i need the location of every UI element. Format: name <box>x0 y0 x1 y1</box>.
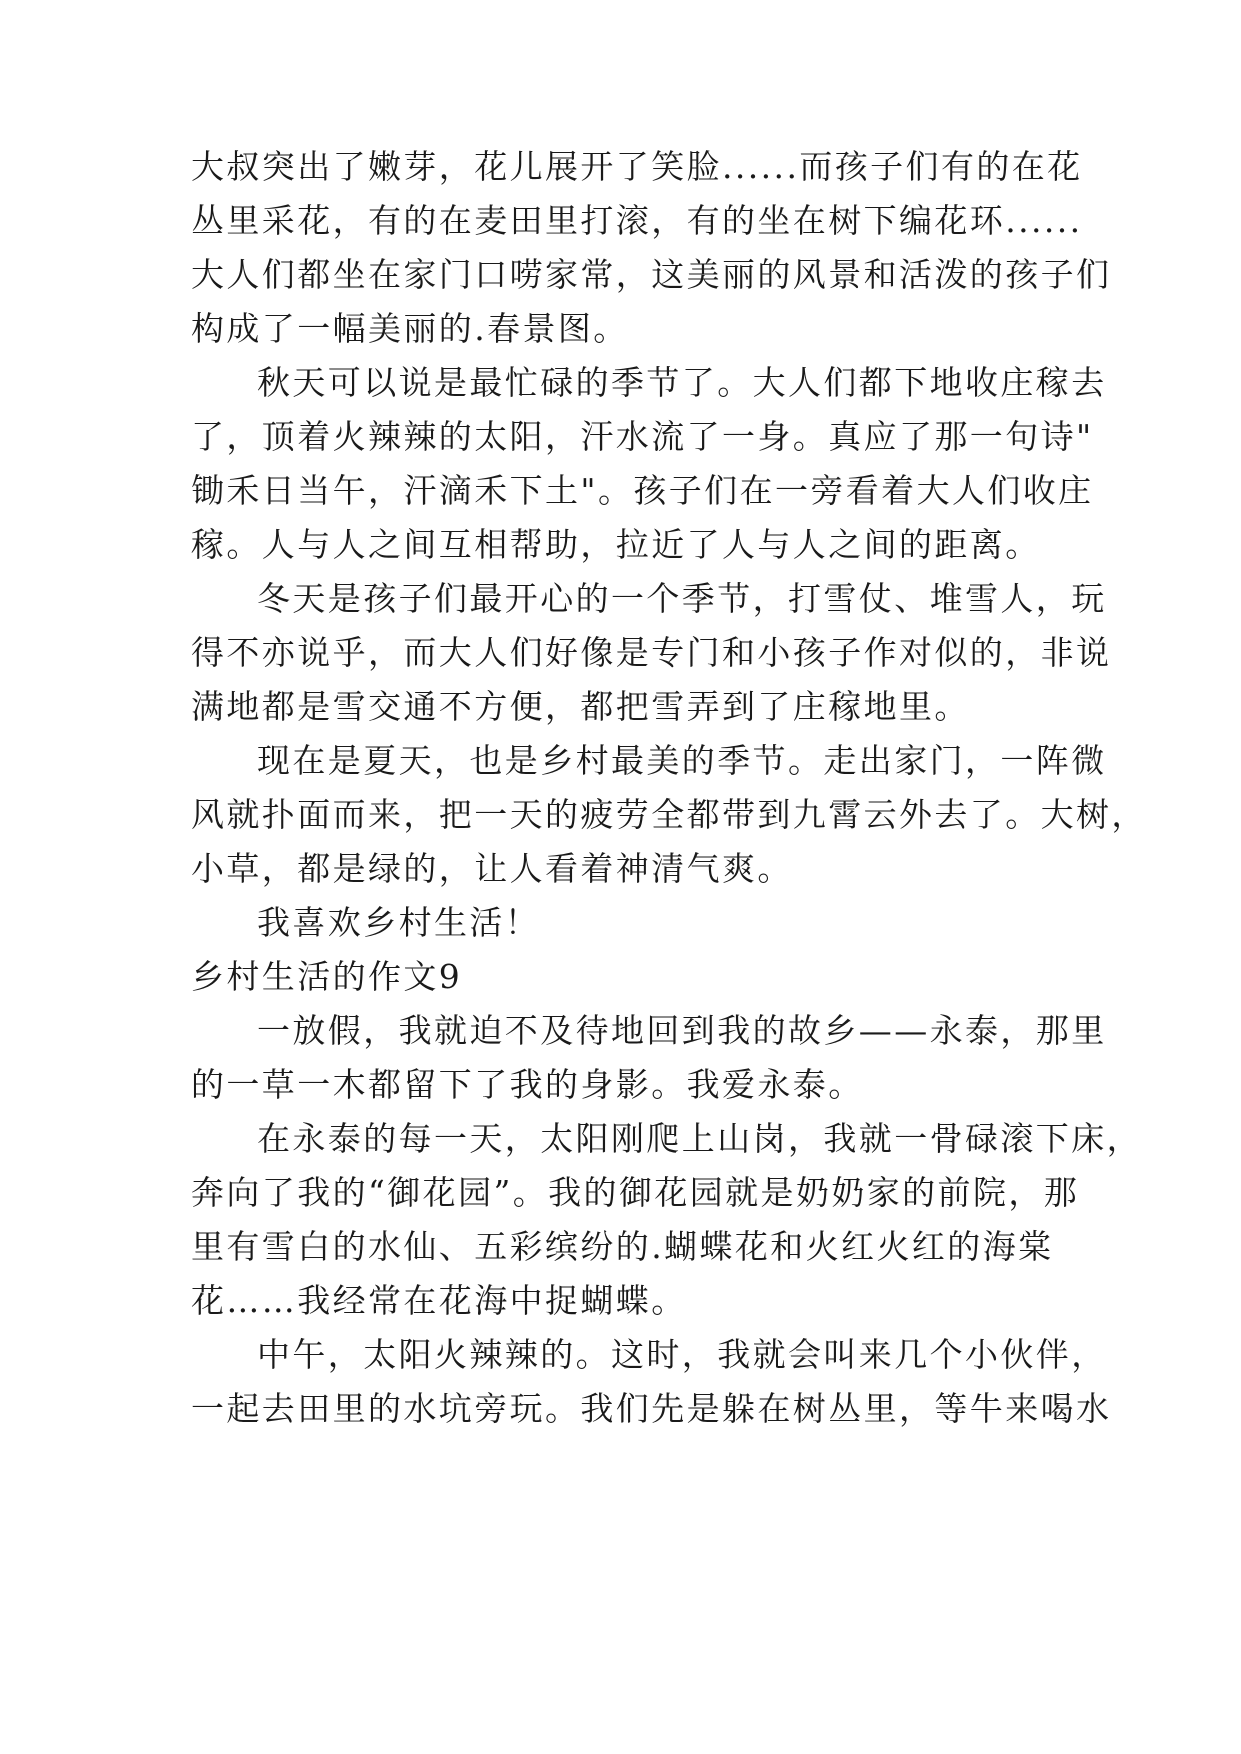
text-line: 满地都是雪交通不方便，都把雪弄到了庄稼地里。 <box>191 687 970 726</box>
paragraph-first-line: 冬天是孩子们最开心的一个季节，打雪仗、堆雪人，玩 <box>257 579 1107 618</box>
text-line: 大人们都坐在家门口唠家常，这美丽的风景和活泼的孩子们 <box>191 255 1112 294</box>
text-line: 的一草一木都留下了我的身影。我爱永泰。 <box>191 1065 864 1104</box>
paragraph-first-line: 中午，太阳火辣辣的。这时，我就会叫来几个小伙伴， <box>257 1335 1107 1374</box>
text-line: 大叔突出了嫩芽，花儿展开了笑脸......而孩子们有的在花 <box>191 147 1083 186</box>
paragraph-first-line: 在永泰的每一天，太阳刚爬上山岗，我就一骨碌滚下床， <box>257 1119 1142 1158</box>
text-line: 花……我经常在花海中捉蝴蝶。 <box>191 1281 687 1320</box>
text-line: 风就扑面而来，把一天的疲劳全都带到九霄云外去了。大树， <box>191 795 1147 834</box>
text-line: 小草，都是绿的，让人看着神清气爽。 <box>191 849 793 888</box>
text-line: 奔向了我的“御花园”。我的御花园就是奶奶家的前院，那 <box>191 1173 1080 1212</box>
paragraph-first-line: 现在是夏天，也是乡村最美的季节。走出家门，一阵微 <box>257 741 1107 780</box>
text-line: 稼。人与人之间互相帮助，拉近了人与人之间的距离。 <box>191 525 1041 564</box>
paragraph-first-line: 一放假，我就迫不及待地回到我的故乡——永泰，那里 <box>257 1011 1107 1050</box>
text-line: 锄禾日当午，汗滴禾下土"。孩子们在一旁看着大人们收庄 <box>191 471 1094 510</box>
text-line: 里有雪白的水仙、五彩缤纷的.蝴蝶花和火红火红的海棠 <box>191 1227 1054 1266</box>
text-line: 丛里采花，有的在麦田里打滚，有的坐在树下编花环...... <box>191 201 1083 240</box>
text-line: 了，顶着火辣辣的太阳，汗水流了一身。真应了那一句诗" <box>191 417 1094 456</box>
text-line: 得不亦说乎，而大人们好像是专门和小孩子作对似的，非说 <box>191 633 1112 672</box>
text-line: 构成了一幅美丽的.春景图。 <box>191 309 629 348</box>
paragraph-first-line: 秋天可以说是最忙碌的季节了。大人们都下地收庄稼去 <box>257 363 1107 402</box>
text-line: 一起去田里的水坑旁玩。我们先是躲在树丛里，等牛来喝水 <box>191 1389 1112 1428</box>
section-heading: 乡村生活的作文9 <box>191 957 463 996</box>
paragraph-first-line: 我喜欢乡村生活！ <box>257 903 541 942</box>
